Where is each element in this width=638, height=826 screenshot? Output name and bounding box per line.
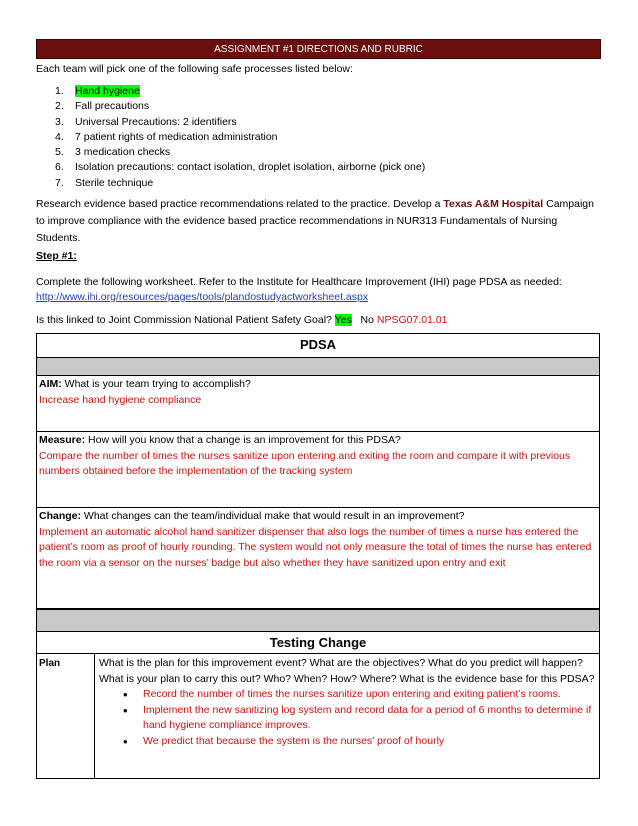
- list-item: 7. Sterile technique: [55, 176, 154, 189]
- step-heading: Step #1:: [36, 250, 77, 262]
- npsg-code: NPSG07.01.01: [376, 314, 448, 326]
- change-cell: Change: What changes can the team/individual make that would result in an improvement? Implement an automatic alcohol hand sanitizer dispenser that also logs the number of times a nurse has entered the patient’s room as proof of hourly rounding. The system would not only measure the total of times the nurse has entered the room via a sensor on the nurses’ badge but also whether they have sanitized upon entry and exit: [37, 508, 599, 608]
- plan-body: [95, 654, 599, 778]
- list-item: 4. 7 patient rights of medication administration: [55, 130, 278, 143]
- testing-table: [36, 609, 600, 779]
- npsg-question: Is this linked to Joint Commission National Patient Safety Goal? Yes No NPSG07.01.01: [36, 314, 448, 326]
- testing-title: Testing Change: [37, 632, 599, 654]
- list-item: • We predict that because the system is the nurses’ proof of hourly: [99, 734, 595, 750]
- ihi-link[interactable]: http://www.ihi.org/resources/pages/tools/plandostudyactworksheet.aspx: [36, 291, 369, 303]
- pdsa-table: [36, 333, 600, 609]
- yes-answer: Yes: [334, 314, 352, 326]
- step-instructions: Complete the following worksheet. Refer to the Institute for Healthcare Improvement (IHI) page PDSA as needed: http://www.ihi.org/resources/pages/tools/plandostudyactworksheet.aspx: [36, 276, 562, 303]
- highlighted-choice: Hand hygiene: [75, 85, 140, 97]
- plan-row: [37, 654, 599, 778]
- pdsa-title: PDSA: [37, 334, 599, 358]
- assignment-header: ASSIGNMENT #1 DIRECTIONS AND RUBRIC: [36, 39, 601, 59]
- plan-question: What is the plan for this improvement event? What are the objectives? What do you predict will happen? What is your plan to carry this out? Who? When? How? Where? What is the evidence base for this PDSA?: [99, 657, 595, 685]
- hospital-name: Texas A&M Hospital: [443, 198, 544, 210]
- intro-text: Each team will pick one of the following safe processes listed below:: [36, 63, 353, 75]
- list-item: 6. Isolation precautions: contact isolation, droplet isolation, airborne (pick one): [55, 161, 426, 174]
- plan-label: Plan: [37, 654, 95, 778]
- measure-cell: Measure: How will you know that a change is an improvement for this PDSA? Compare the number of times the nurses sanitize upon entering and exiting the room and compare it with previous numbers obtained before the implementation of the tracking system: [37, 432, 599, 508]
- aim-cell: AIM: What is your team trying to accomplish? Increase hand hygiene compliance: [37, 376, 599, 432]
- change-answer: Implement an automatic alcohol hand sanitizer dispenser that also logs the number of times a nurse has entered the patient’s room as proof of hourly rounding. The system would not only measure the total of times the nurse has entered the room via a sensor on the nurses’ badge but also whether they have sanitized upon entry and exit: [39, 525, 592, 569]
- gray-divider: [37, 610, 599, 632]
- no-answer: No: [360, 314, 374, 326]
- list-item: 5. 3 medication checks: [55, 146, 171, 159]
- list-item: 2. Fall precautions: [55, 100, 150, 113]
- list-item: 1. Hand hygiene: [55, 85, 140, 97]
- gray-divider: [37, 358, 599, 376]
- measure-answer: Compare the number of times the nurses sanitize upon entering and exiting the room and compare it with previous numbers obtained before the implementation of the tracking system: [39, 449, 571, 477]
- plan-bullets: [99, 687, 595, 749]
- aim-answer: Increase hand hygiene compliance: [39, 393, 202, 406]
- research-paragraph: Research evidence based practice recommendations related to the practice. Develop a Texas A&M Hospital Campaign to improve compliance with the evidence based practice recommendations in NUR313 Fundamentals of Nursing Students.: [36, 198, 594, 244]
- list-item: 3. Universal Precautions: 2 identifiers: [55, 115, 237, 128]
- list-item: • Implement the new sanitizing log system and record data for a period of 6 months to determine if hand hygiene compliance improves.: [99, 703, 595, 734]
- list-item: • Record the number of times the nurses sanitize upon entering and exiting patient’s rooms.: [99, 687, 595, 703]
- process-list: [55, 84, 425, 191]
